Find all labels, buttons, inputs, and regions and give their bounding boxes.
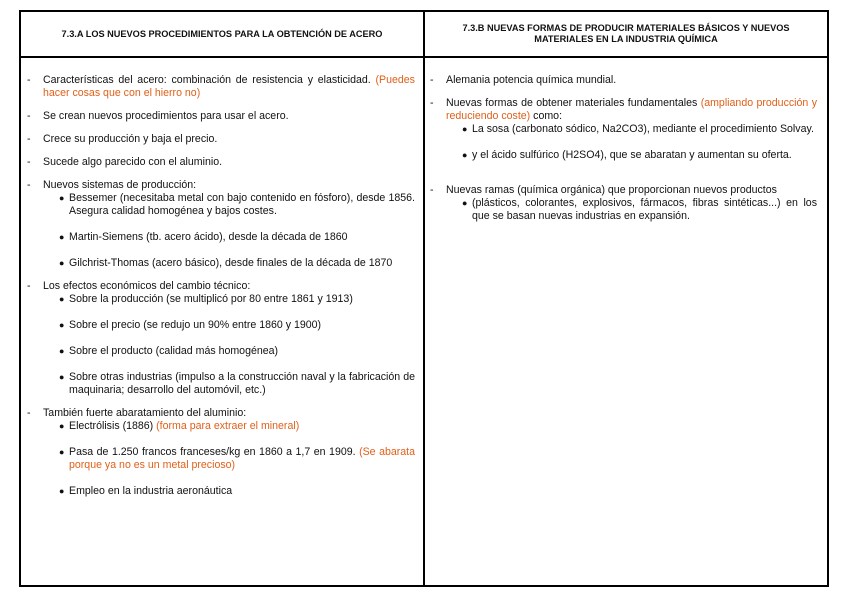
sub-item-text: Bessemer (necesitaba metal con bajo contenido en fósforo), desde 1856. Asegura calidad homogénea y bajos costes.: [69, 192, 415, 217]
bullet-icon: ●: [462, 198, 468, 208]
bullet-icon: ●: [59, 193, 65, 203]
dash-marker: -: [27, 156, 31, 168]
sub-item-text: y el ácido sulfúrico (H2SO4), que se abaratan y aumentan su oferta.: [472, 149, 792, 161]
list-item: [430, 74, 817, 87]
sub-item: [43, 257, 415, 270]
item-text: Nuevos sistemas de producción:: [43, 179, 197, 191]
list-item: [27, 74, 415, 100]
sub-item: [43, 485, 415, 498]
right-column: [425, 12, 827, 585]
left-column: [21, 12, 425, 585]
sub-item: [43, 192, 415, 218]
sub-item-text: Sobre el producto (calidad más homogénea): [69, 345, 279, 357]
sub-item: [43, 446, 415, 472]
sub-item-text: Martin-Siemens (tb. acero ácido), desde la década de 1860: [69, 231, 348, 243]
item-text: Se crean nuevos procedimientos para usar el acero.: [43, 110, 289, 122]
bullet-icon: ●: [59, 486, 65, 496]
item-text-tail: como:: [533, 110, 563, 122]
sub-item-text: Sobre otras industrias (impulso a la construcción naval y la fabricación de maquinaria; desarrollo del automóvil, etc.): [69, 371, 415, 396]
list-item: [27, 110, 415, 123]
dash-marker: -: [27, 407, 31, 419]
dash-marker: -: [27, 110, 31, 122]
sub-item: [446, 149, 817, 162]
sub-item-text: Sobre el precio (se redujo un 90% entre 1860 y 1900): [69, 319, 322, 331]
dash-marker: -: [430, 97, 434, 109]
sub-item-text: Empleo en la industria aeronáutica: [69, 485, 233, 497]
right-column-body: [425, 58, 827, 223]
list-item: [27, 407, 415, 498]
sub-item: [43, 345, 415, 358]
item-text: Crece su producción y baja el precio.: [43, 133, 218, 145]
bullet-icon: ●: [59, 258, 65, 268]
content-table: [19, 10, 829, 587]
dash-marker: -: [27, 74, 31, 86]
list-item: [27, 280, 415, 397]
item-text: Nuevas formas de obtener materiales fundamentales: [446, 97, 698, 109]
list-item: [27, 133, 415, 146]
bullet-icon: ●: [59, 320, 65, 330]
sub-item-text: (plásticos, colorantes, explosivos, fármacos, fibras sintéticas...) en los que se basan nuevas industrias en expansión.: [472, 197, 817, 222]
left-column-header: 7.3.A LOS NUEVOS PROCEDIMIENTOS PARA LA OBTENCIÓN DE ACERO: [21, 12, 423, 58]
sub-item: [446, 123, 817, 136]
item-text: También fuerte abaratamiento del aluminio:: [43, 407, 247, 419]
dash-marker: -: [430, 184, 434, 196]
list-item: [430, 97, 817, 162]
item-text: Características del acero: combinación de resistencia y elasticidad.: [43, 74, 371, 86]
bullet-icon: ●: [59, 447, 65, 457]
sub-item: [43, 420, 415, 433]
list-item: [430, 184, 817, 223]
item-note: (Puedes hacer cosas que con el hierro no): [43, 74, 415, 99]
sub-item-text: Sobre la producción (se multiplicó por 80 entre 1861 y 1913): [69, 293, 353, 305]
bullet-icon: ●: [59, 346, 65, 356]
sub-item: [43, 371, 415, 397]
item-text: Los efectos económicos del cambio técnico:: [43, 280, 251, 292]
bullet-icon: ●: [462, 150, 468, 160]
item-text: Nuevas ramas (química orgánica) que proporcionan nuevos productos: [446, 184, 777, 196]
bullet-icon: ●: [59, 421, 65, 431]
item-text: Sucede algo parecido con el aluminio.: [43, 156, 223, 168]
sub-item-text: Pasa de 1.250 francos franceses/kg en 1860 a 1,7 en 1909.: [69, 446, 356, 458]
dash-marker: -: [27, 179, 31, 191]
sub-item: [43, 231, 415, 244]
list-item: [27, 179, 415, 270]
sub-item: [43, 319, 415, 332]
bullet-icon: ●: [462, 124, 468, 134]
sub-item-note: (forma para extraer el mineral): [156, 420, 300, 432]
bullet-icon: ●: [59, 372, 65, 382]
sub-item-text: Electrólisis (1886): [69, 420, 154, 432]
bullet-icon: ●: [59, 294, 65, 304]
left-column-body: [21, 58, 423, 498]
sub-item: [446, 197, 817, 223]
dash-marker: -: [27, 280, 31, 292]
dash-marker: -: [430, 74, 434, 86]
sub-item-note: (Se abarata porque ya no es un metal precioso): [69, 446, 415, 471]
sub-item: [43, 293, 415, 306]
dash-marker: -: [27, 133, 31, 145]
list-item: [27, 156, 415, 169]
item-text: Alemania potencia química mundial.: [446, 74, 617, 86]
sub-item-text: Gilchrist-Thomas (acero básico), desde finales de la década de 1870: [69, 257, 393, 269]
sub-item-text: La sosa (carbonato sódico, Na2CO3), mediante el procedimiento Solvay.: [472, 123, 814, 135]
right-column-header: 7.3.B NUEVAS FORMAS DE PRODUCIR MATERIALES BÁSICOS Y NUEVOS MATERIALES EN LA INDUSTRIA QUÍMICA: [425, 12, 827, 58]
bullet-icon: ●: [59, 232, 65, 242]
item-note: (ampliando producción y reduciendo coste): [446, 97, 817, 122]
